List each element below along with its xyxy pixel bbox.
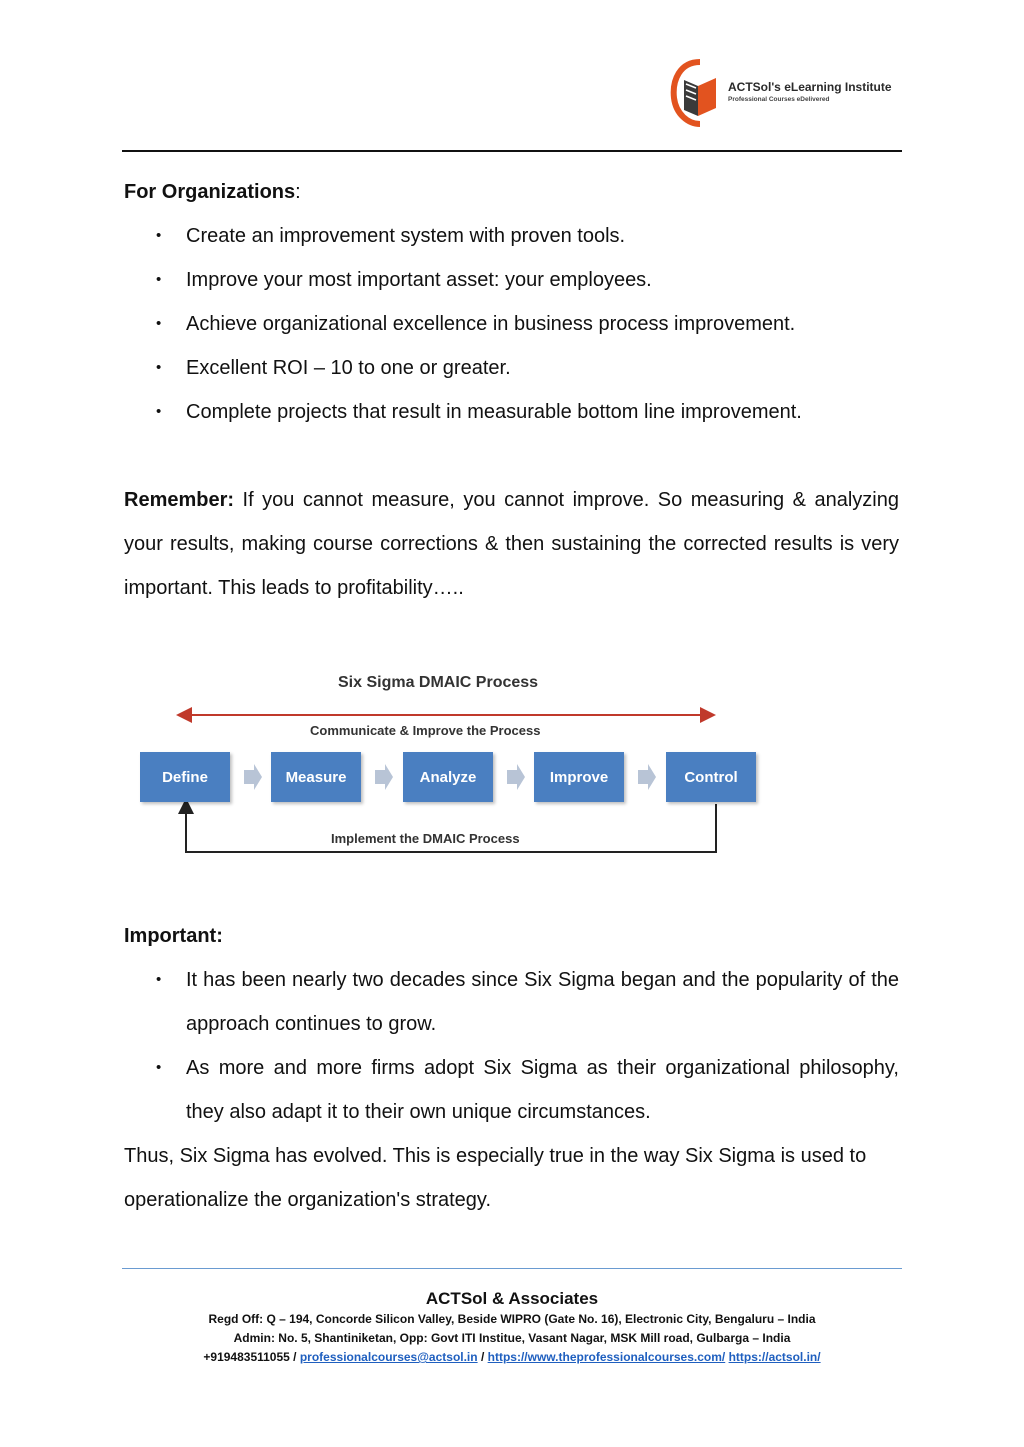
footer-contacts (122, 1348, 902, 1367)
chevron-arrow-icon (375, 764, 393, 790)
closing-paragraph: Thus, Six Sigma has evolved. This is especially true in the way Six Sigma is used to operationalize the organization's strategy. (124, 1145, 867, 1211)
remember-text: If you cannot measure, you cannot improve. So measuring & analyzing your results, making course corrections & then sustaining the corrected results is very important. This leads to profitability….. (124, 489, 899, 599)
footer-phone: +919483511055 (203, 1350, 290, 1364)
separator: / (477, 1350, 488, 1364)
important-heading: Important: (124, 925, 223, 947)
organizations-colon: : (295, 181, 301, 203)
footer-regd-address: Regd Off: Q – 194, Concorde Silicon Valley, Beside WIPRO (Gate No. 16), Electronic City, Bengaluru – India (208, 1312, 816, 1326)
footer-admin-address: Admin: No. 5, Shantiniketan, Opp: Govt ITI Institue, Vasant Nagar, MSK Mill road, Gulbarga – India (233, 1331, 791, 1345)
remember-label: Remember: (124, 489, 235, 511)
remember-paragraph (124, 478, 899, 610)
list-item: • Achieve organizational excellence in business process improvement. (124, 302, 899, 346)
logo-tagline: Professional Courses eDelivered (728, 96, 830, 103)
footer-divider (122, 1268, 902, 1269)
book-logo-icon (670, 58, 726, 128)
list-item: • Excellent ROI – 10 to one or greater. (124, 346, 899, 390)
organizations-list (124, 214, 899, 434)
separator: / (289, 1350, 300, 1364)
organizations-heading: For Organizations (124, 181, 296, 203)
actsol-website-link[interactable]: https://actsol.in/ (728, 1350, 821, 1364)
list-item: • Complete projects that result in measurable bottom line improvement. (124, 390, 899, 434)
step-improve: Improve (534, 752, 624, 802)
important-list (124, 958, 899, 1134)
list-item: • Create an improvement system with proven tools. (124, 214, 899, 258)
chevron-arrow-icon (244, 764, 262, 790)
list-item: • It has been nearly two decades since Six Sigma began and the popularity of the approach continues to grow. (124, 958, 899, 1046)
organizations-heading-line (124, 170, 899, 214)
step-define: Define (140, 752, 230, 802)
company-logo (670, 58, 910, 128)
chevron-arrow-icon (638, 764, 656, 790)
list-item: • Improve your most important asset: your employees. (124, 258, 899, 302)
list-item: • As more and more firms adopt Six Sigma as their organizational philosophy, they also adapt it to their own unique circumstances. (124, 1046, 899, 1134)
dmaic-diagram (124, 660, 784, 880)
page-footer (122, 1288, 902, 1367)
step-control: Control (666, 752, 756, 802)
communicate-label: Communicate & Improve the Process (310, 723, 541, 738)
diagram-title: Six Sigma DMAIC Process (338, 674, 539, 691)
step-analyze: Analyze (403, 752, 493, 802)
implement-label: Implement the DMAIC Process (331, 831, 520, 846)
website-link[interactable]: https://www.theprofessionalcourses.com/ (487, 1350, 726, 1364)
important-section (124, 914, 899, 1222)
spacer (124, 434, 899, 478)
chevron-arrow-icon (507, 764, 525, 790)
header-divider (122, 150, 902, 152)
main-content (124, 170, 899, 610)
step-measure: Measure (271, 752, 361, 802)
logo-name: ACTSol's eLearning Institute (728, 80, 892, 94)
email-link[interactable]: professionalcourses@actsol.in (299, 1350, 478, 1364)
footer-company: ACTSol & Associates (425, 1289, 599, 1308)
